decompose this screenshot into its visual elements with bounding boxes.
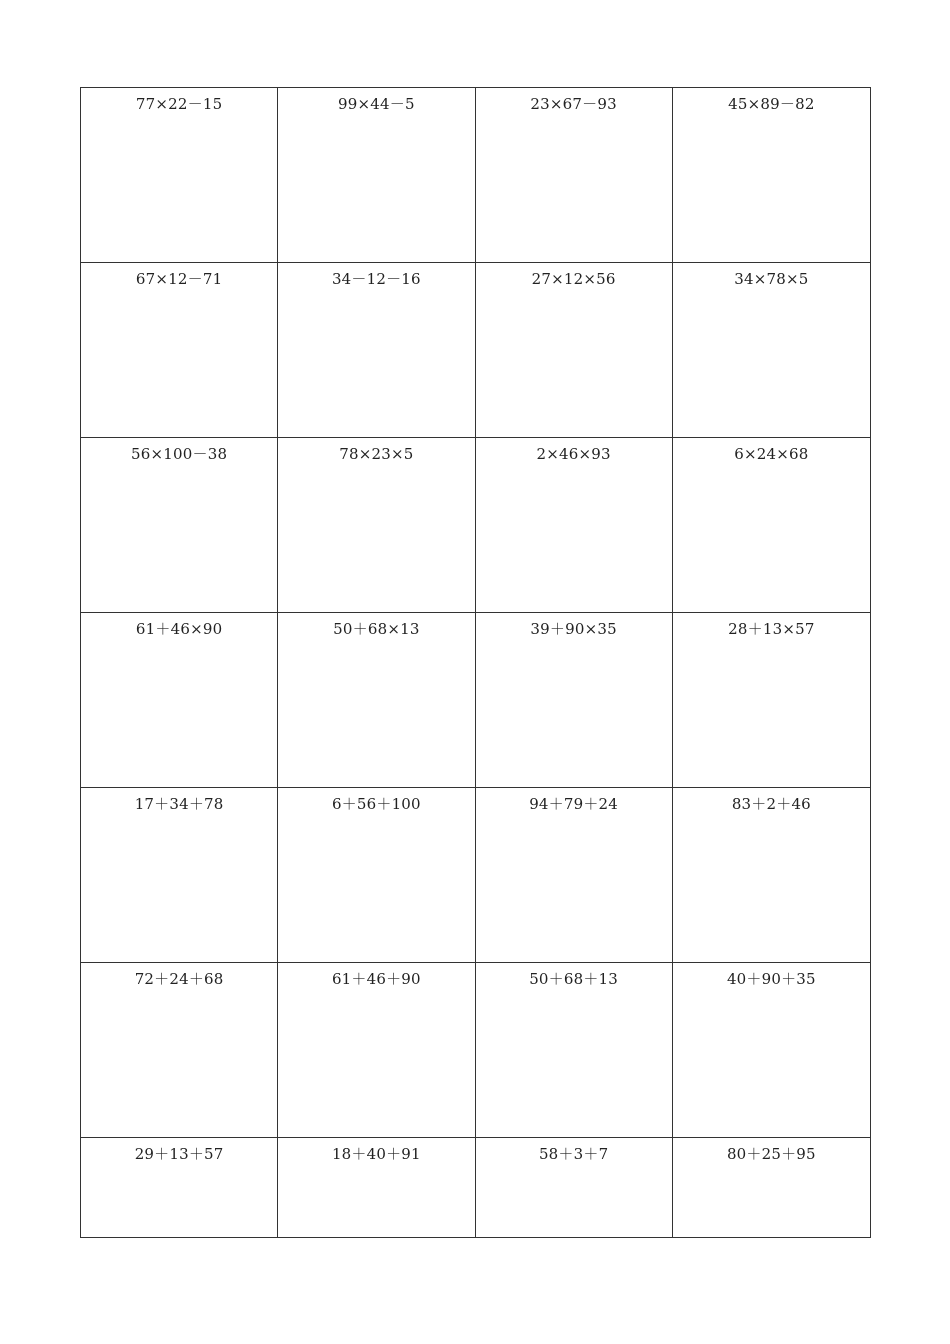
problem-expression: 17＋34＋78 [134,795,224,813]
problem-expression: 58＋3＋7 [538,1145,609,1163]
problem-cell [81,88,278,263]
problem-expression: 61＋46＋90 [331,970,421,988]
problem-expression: 39＋90×35 [530,620,617,638]
problem-expression: 61＋46×90 [135,620,223,638]
problem-cell [278,88,475,263]
problem-expression: 28＋13×57 [728,620,815,638]
problem-cell [81,1138,278,1237]
problem-cell [278,613,475,788]
problem-cell [476,438,673,613]
problem-cell [673,788,870,963]
problem-expression: 40＋90＋35 [726,970,816,988]
problem-expression: 29＋13＋57 [134,1145,224,1163]
problem-cell [673,88,870,263]
problem-cell [278,1138,475,1237]
problem-expression: 72＋24＋68 [134,970,224,988]
problem-cell [476,1138,673,1237]
problem-cell [81,263,278,438]
problem-cell [476,963,673,1138]
problem-expression: 78×23×5 [339,445,414,463]
worksheet-grid [80,87,871,1238]
problem-cell [673,963,870,1138]
problem-cell [673,1138,870,1237]
problem-expression: 67×12－71 [135,270,223,288]
problem-expression: 45×89－82 [728,95,815,113]
problem-cell [476,88,673,263]
problem-expression: 77×22－15 [135,95,223,113]
problem-expression: 6×24×68 [734,445,809,463]
problem-cell [476,788,673,963]
problem-expression: 2×46×93 [536,445,611,463]
problem-expression: 50＋68×13 [333,620,420,638]
problem-cell [673,613,870,788]
problem-expression: 94＋79＋24 [529,795,619,813]
problem-cell [81,963,278,1138]
problem-cell [673,263,870,438]
problem-expression: 18＋40＋91 [331,1145,421,1163]
problem-expression: 50＋68＋13 [529,970,619,988]
problem-expression: 34×78×5 [734,270,809,288]
problem-expression: 83＋2＋46 [731,795,811,813]
problem-cell [278,438,475,613]
problem-cell [81,788,278,963]
problem-cell [476,263,673,438]
problem-expression: 34－12－16 [331,270,421,288]
problem-cell [476,613,673,788]
problem-cell [278,788,475,963]
problem-expression: 80＋25＋95 [726,1145,816,1163]
problem-expression: 23×67－93 [530,95,617,113]
problem-cell [673,438,870,613]
problem-expression: 56×100－38 [131,445,228,463]
problem-cell [278,263,475,438]
problem-expression: 99×44－5 [338,95,415,113]
problem-cell [81,613,278,788]
problem-expression: 27×12×56 [531,270,616,288]
problem-expression: 6＋56＋100 [331,795,421,813]
problem-cell [278,963,475,1138]
problem-cell [81,438,278,613]
